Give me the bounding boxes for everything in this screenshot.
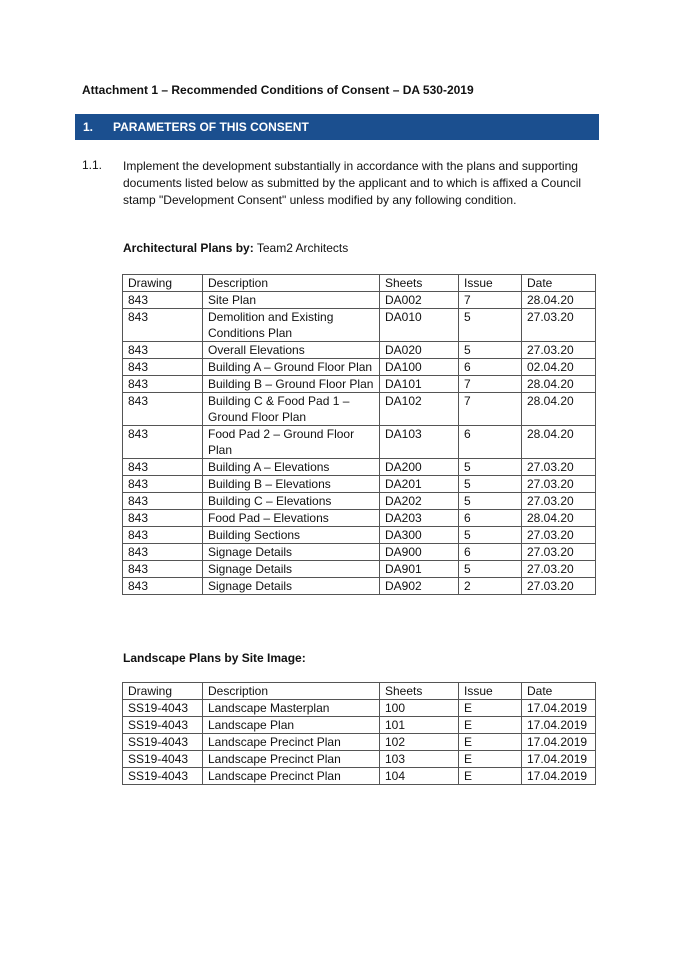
table-cell: 843 (123, 510, 203, 527)
table-cell: 2 (459, 578, 522, 595)
table-row (123, 476, 596, 493)
table-row (123, 578, 596, 595)
table-cell: 17.04.2019 (522, 734, 596, 751)
table-cell: E (459, 768, 522, 785)
table-cell: Building B – Ground Floor Plan (203, 376, 380, 393)
table-cell: 843 (123, 561, 203, 578)
column-header: Description (203, 275, 380, 292)
section-number: 1. (83, 120, 94, 134)
table-cell: 7 (459, 376, 522, 393)
table-row (123, 751, 596, 768)
table-row (123, 544, 596, 561)
table-cell: Overall Elevations (203, 342, 380, 359)
column-header: Issue (459, 683, 522, 700)
table-cell: SS19-4043 (123, 734, 203, 751)
table-cell: 5 (459, 493, 522, 510)
table-cell: 5 (459, 527, 522, 544)
landscape-plans-table (122, 682, 596, 785)
table-row (123, 309, 596, 342)
table-cell: Landscape Precinct Plan (203, 768, 380, 785)
table-cell: 27.03.20 (522, 309, 596, 342)
table-cell: 17.04.2019 (522, 768, 596, 785)
table-cell: 843 (123, 476, 203, 493)
table-row (123, 700, 596, 717)
table-cell: Building A – Elevations (203, 459, 380, 476)
table-cell: 843 (123, 342, 203, 359)
table-cell: 843 (123, 426, 203, 459)
clause-text: Implement the development substantially in accordance with the plans and supporting documents listed below as submitted by the applicant and to which is affixed a Council stamp "Development Consent" unless modified by any following condition. (123, 159, 582, 207)
table-cell: 100 (380, 700, 459, 717)
table-row (123, 510, 596, 527)
table-cell: 843 (123, 359, 203, 376)
table-cell: DA901 (380, 561, 459, 578)
table-cell: 103 (380, 751, 459, 768)
table-cell: 7 (459, 292, 522, 309)
table-row (123, 527, 596, 544)
architectural-plans-table (122, 274, 596, 595)
table-cell: E (459, 700, 522, 717)
table-cell: 104 (380, 768, 459, 785)
table-cell: DA002 (380, 292, 459, 309)
table-cell: DA900 (380, 544, 459, 561)
table-cell: Landscape Precinct Plan (203, 734, 380, 751)
table-row (123, 561, 596, 578)
table-cell: 5 (459, 476, 522, 493)
table-cell: 28.04.20 (522, 292, 596, 309)
table-cell: 27.03.20 (522, 342, 596, 359)
table-cell: Site Plan (203, 292, 380, 309)
table-cell: 17.04.2019 (522, 751, 596, 768)
landscape-plans-label (123, 651, 306, 665)
table-cell: Building A – Ground Floor Plan (203, 359, 380, 376)
column-header: Date (522, 275, 596, 292)
table-cell: 102 (380, 734, 459, 751)
table-cell: E (459, 751, 522, 768)
table-cell: Landscape Precinct Plan (203, 751, 380, 768)
table-cell: Demolition and Existing Conditions Plan (203, 309, 380, 342)
table-cell: Signage Details (203, 578, 380, 595)
table-cell: 27.03.20 (522, 476, 596, 493)
table-cell: 843 (123, 393, 203, 426)
table-cell: DA020 (380, 342, 459, 359)
table-cell: Landscape Masterplan (203, 700, 380, 717)
table-cell: DA201 (380, 476, 459, 493)
architectural-plans-label (123, 241, 348, 255)
column-header: Drawing (123, 275, 203, 292)
table-cell: DA010 (380, 309, 459, 342)
table-cell: SS19-4043 (123, 751, 203, 768)
section-banner (75, 114, 599, 140)
column-header: Description (203, 683, 380, 700)
table-row (123, 734, 596, 751)
table-cell: Signage Details (203, 561, 380, 578)
table-cell: 843 (123, 578, 203, 595)
table-cell: SS19-4043 (123, 768, 203, 785)
table-row (123, 459, 596, 476)
page-title: Attachment 1 – Recommended Conditions of Consent – DA 530-2019 (82, 83, 474, 97)
architectural-author: Team2 Architects (256, 241, 349, 255)
table-cell: SS19-4043 (123, 717, 203, 734)
table-cell: Signage Details (203, 544, 380, 561)
table-cell: 27.03.20 (522, 578, 596, 595)
table-header-row (123, 275, 596, 292)
table-cell: SS19-4043 (123, 700, 203, 717)
table-cell: DA100 (380, 359, 459, 376)
table-cell: 27.03.20 (522, 544, 596, 561)
table-cell: 28.04.20 (522, 393, 596, 426)
table-row (123, 717, 596, 734)
clause-number: 1.1. (82, 158, 103, 172)
table-cell: 17.04.2019 (522, 700, 596, 717)
table-cell: Food Pad 2 – Ground Floor Plan (203, 426, 380, 459)
table-cell: 27.03.20 (522, 493, 596, 510)
table-cell: 6 (459, 426, 522, 459)
section-heading: PARAMETERS OF THIS CONSENT (113, 120, 309, 134)
table-row (123, 768, 596, 785)
table-cell: Landscape Plan (203, 717, 380, 734)
table-cell: E (459, 717, 522, 734)
table-cell: 5 (459, 459, 522, 476)
table-cell: 6 (459, 359, 522, 376)
table-cell: Building B – Elevations (203, 476, 380, 493)
table-cell: DA203 (380, 510, 459, 527)
table-cell: 843 (123, 309, 203, 342)
table-row (123, 342, 596, 359)
table-cell: 843 (123, 527, 203, 544)
column-header: Drawing (123, 683, 203, 700)
table-cell: 6 (459, 510, 522, 527)
table-cell: DA200 (380, 459, 459, 476)
table-cell: 27.03.20 (522, 527, 596, 544)
table-cell: 5 (459, 342, 522, 359)
column-header: Sheets (380, 683, 459, 700)
table-cell: DA101 (380, 376, 459, 393)
table-header-row (123, 683, 596, 700)
table-cell: DA202 (380, 493, 459, 510)
column-header: Date (522, 683, 596, 700)
table-cell: 5 (459, 561, 522, 578)
table-row (123, 359, 596, 376)
table-cell: DA102 (380, 393, 459, 426)
landscape-label-text: Landscape Plans by Site Image: (123, 651, 306, 665)
table-cell: 5 (459, 309, 522, 342)
column-header: Sheets (380, 275, 459, 292)
table-cell: 28.04.20 (522, 426, 596, 459)
table-cell: DA300 (380, 527, 459, 544)
table-cell: 843 (123, 544, 203, 561)
table-cell: DA103 (380, 426, 459, 459)
table-cell: E (459, 734, 522, 751)
table-cell: Building Sections (203, 527, 380, 544)
table-cell: 6 (459, 544, 522, 561)
architectural-label-text: Architectural Plans by: (123, 241, 254, 255)
table-cell: DA902 (380, 578, 459, 595)
table-cell: 843 (123, 376, 203, 393)
table-cell: Food Pad – Elevations (203, 510, 380, 527)
table-cell: 101 (380, 717, 459, 734)
table-cell: 7 (459, 393, 522, 426)
table-cell: Building C & Food Pad 1 – Ground Floor Plan (203, 393, 380, 426)
table-row (123, 493, 596, 510)
table-cell: 843 (123, 292, 203, 309)
table-row (123, 376, 596, 393)
table-cell: Building C – Elevations (203, 493, 380, 510)
table-cell: 27.03.20 (522, 561, 596, 578)
table-cell: 02.04.20 (522, 359, 596, 376)
table-cell: 28.04.20 (522, 510, 596, 527)
table-cell: 28.04.20 (522, 376, 596, 393)
table-cell: 843 (123, 493, 203, 510)
table-cell: 27.03.20 (522, 459, 596, 476)
table-row (123, 292, 596, 309)
table-row (123, 393, 596, 426)
table-cell: 843 (123, 459, 203, 476)
column-header: Issue (459, 275, 522, 292)
table-cell: 17.04.2019 (522, 717, 596, 734)
table-row (123, 426, 596, 459)
